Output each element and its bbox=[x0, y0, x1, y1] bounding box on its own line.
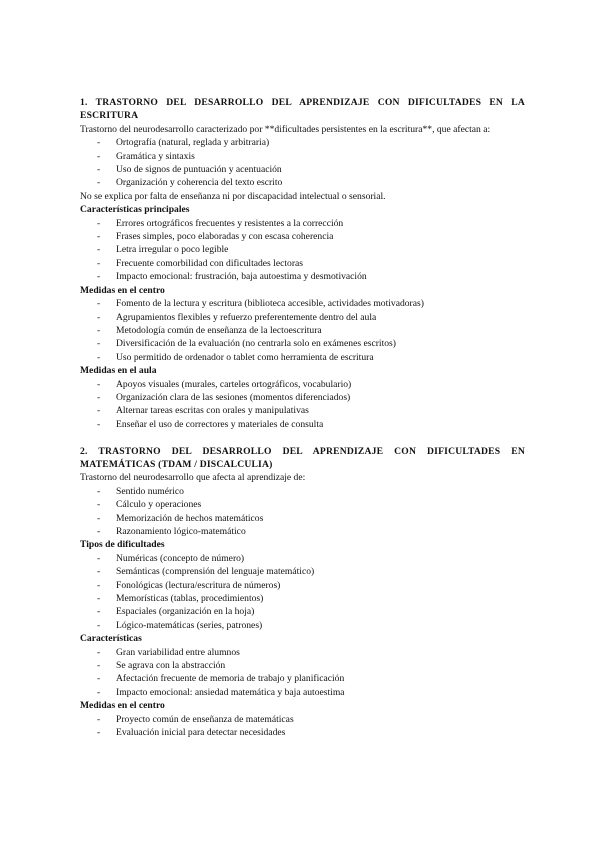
bullet-list bbox=[80, 713, 525, 740]
list-item-text: Metodología común de enseñanza de la lectoescritura bbox=[116, 324, 322, 336]
list-item-text: Fonológicas (lectura/escritura de números) bbox=[116, 579, 281, 591]
list-item-text: Proyecto común de enseñanza de matemáticas bbox=[116, 713, 294, 725]
list-item-text: Razonamiento lógico-matemático bbox=[116, 525, 246, 537]
list-item bbox=[80, 646, 525, 659]
list-item-text: Afectación frecuente de memoria de trabajo y planificación bbox=[116, 673, 345, 685]
list-item bbox=[80, 243, 525, 256]
list-item bbox=[80, 351, 525, 364]
dash-bullet: - bbox=[97, 646, 101, 658]
dash-bullet: - bbox=[97, 298, 101, 310]
dash-bullet: - bbox=[97, 499, 101, 511]
dash-bullet: - bbox=[97, 177, 101, 189]
dash-bullet: - bbox=[97, 217, 101, 229]
dash-bullet: - bbox=[97, 137, 101, 149]
list-item-text: Memorización de hechos matemáticos bbox=[116, 512, 264, 524]
list-item bbox=[80, 270, 525, 283]
list-item bbox=[80, 525, 525, 538]
list-item-text: Apoyos visuales (murales, carteles ortográficos, vocabulario) bbox=[116, 378, 352, 390]
list-item bbox=[80, 150, 525, 163]
dash-bullet: - bbox=[97, 164, 101, 176]
bullet-list bbox=[80, 297, 525, 364]
list-item bbox=[80, 686, 525, 699]
list-item-text: Lógico-matemáticas (series, patrones) bbox=[116, 619, 263, 631]
list-item-text: Uso permitido de ordenador o tablet como herramienta de escritura bbox=[116, 351, 374, 363]
dash-bullet: - bbox=[97, 673, 101, 685]
dash-bullet: - bbox=[97, 231, 101, 243]
list-item-text: Agrupamientos flexibles y refuerzo preferentemente dentro del aula bbox=[116, 311, 377, 323]
list-item bbox=[80, 565, 525, 578]
list-item bbox=[80, 418, 525, 431]
dash-bullet: - bbox=[97, 311, 101, 323]
dash-bullet: - bbox=[97, 485, 101, 497]
dash-bullet: - bbox=[97, 378, 101, 390]
list-item bbox=[80, 257, 525, 270]
list-item bbox=[80, 324, 525, 337]
dash-bullet: - bbox=[97, 418, 101, 430]
list-item-text: Sentido numérico bbox=[116, 485, 184, 497]
list-item-text: Espaciales (organización en la hoja) bbox=[116, 606, 255, 618]
list-item-text: Alternar tareas escritas con orales y manipulativas bbox=[116, 405, 309, 417]
section-gap bbox=[80, 431, 525, 444]
list-item bbox=[80, 713, 525, 726]
list-item bbox=[80, 176, 525, 189]
list-item-text: Ortografía (natural, reglada y arbitraria) bbox=[116, 137, 270, 149]
bullet-list bbox=[80, 646, 525, 700]
list-item-text: Organización y coherencia del texto escrito bbox=[116, 177, 283, 189]
dash-bullet: - bbox=[97, 660, 101, 672]
section-heading-line: MATEMÁTICAS (TDAM / DISCALCULIA) bbox=[80, 458, 273, 470]
dash-bullet: - bbox=[97, 338, 101, 350]
section-heading bbox=[80, 445, 525, 472]
list-item bbox=[80, 592, 525, 605]
bullet-list bbox=[80, 136, 525, 190]
bullet-list bbox=[80, 378, 525, 432]
list-item bbox=[80, 136, 525, 149]
list-item-text: Gran variabilidad entre alumnos bbox=[116, 646, 240, 658]
dash-bullet: - bbox=[97, 525, 101, 537]
list-item bbox=[80, 659, 525, 672]
list-item-text: Semánticas (comprensión del lenguaje matemático) bbox=[116, 566, 315, 578]
dash-bullet: - bbox=[97, 512, 101, 524]
subsection-title: Características principales bbox=[80, 204, 190, 216]
list-item-text: Errores ortográficos frecuentes y resistentes a la corrección bbox=[116, 217, 344, 229]
list-item-text: Frecuente comorbilidad con dificultades lectoras bbox=[116, 257, 304, 269]
dash-bullet: - bbox=[97, 593, 101, 605]
dash-bullet: - bbox=[97, 405, 101, 417]
dash-bullet: - bbox=[97, 271, 101, 283]
section-intro: Trastorno del neurodesarrollo que afecta al aprendizaje de: bbox=[80, 472, 306, 484]
list-item-text: Se agrava con la abstracción bbox=[116, 660, 226, 672]
list-item bbox=[80, 404, 525, 417]
dash-bullet: - bbox=[97, 713, 101, 725]
dash-bullet: - bbox=[97, 552, 101, 564]
dash-bullet: - bbox=[97, 579, 101, 591]
subsection-title: Características bbox=[80, 633, 142, 645]
subsection-title: Tipos de dificultades bbox=[80, 539, 165, 551]
bullet-list bbox=[80, 485, 525, 539]
list-item-text: Evaluación inicial para detectar necesidades bbox=[116, 727, 286, 739]
list-item bbox=[80, 378, 525, 391]
list-item-text: Letra irregular o poco legible bbox=[116, 244, 229, 256]
dash-bullet: - bbox=[97, 324, 101, 336]
list-item-text: Uso de signos de puntuación y acentuación bbox=[116, 164, 282, 176]
dash-bullet: - bbox=[97, 391, 101, 403]
dash-bullet: - bbox=[97, 244, 101, 256]
section-heading-line: 2. TRASTORNO DEL DESARROLLO DEL APRENDIZAJE CON DIFICULTADES EN bbox=[80, 445, 525, 457]
dash-bullet: - bbox=[97, 150, 101, 162]
section-heading-line: ESCRITURA bbox=[80, 110, 139, 122]
dash-bullet: - bbox=[97, 686, 101, 698]
list-item bbox=[80, 217, 525, 230]
list-item-text: Frases simples, poco elaboradas y con escasa coherencia bbox=[116, 231, 334, 243]
list-item bbox=[80, 163, 525, 176]
subsection-title: Medidas en el centro bbox=[80, 700, 165, 712]
list-item-text: Cálculo y operaciones bbox=[116, 499, 202, 511]
list-item bbox=[80, 498, 525, 511]
list-item-text: Fomento de la lectura y escritura (biblioteca accesible, actividades motivadoras) bbox=[116, 298, 424, 310]
list-item-text: Diversificación de la evaluación (no centrarla solo en exámenes escritos) bbox=[116, 338, 396, 350]
dash-bullet: - bbox=[97, 257, 101, 269]
list-item-text: Impacto emocional: ansiedad matemática y baja autoestima bbox=[116, 686, 345, 698]
bullet-list bbox=[80, 217, 525, 284]
list-item bbox=[80, 337, 525, 350]
list-item bbox=[80, 311, 525, 324]
dash-bullet: - bbox=[97, 619, 101, 631]
subsection-title: Medidas en el aula bbox=[80, 365, 157, 377]
section-intro: Trastorno del neurodesarrollo caracterizado por **dificultades persistentes en la escritura**, que afectan a: bbox=[80, 123, 491, 135]
document-page bbox=[80, 96, 525, 739]
dash-bullet: - bbox=[97, 566, 101, 578]
dash-bullet: - bbox=[97, 351, 101, 363]
section-note: No se explica por falta de enseñanza ni por discapacidad intelectual o sensorial. bbox=[80, 190, 386, 202]
list-item bbox=[80, 512, 525, 525]
list-item bbox=[80, 619, 525, 632]
list-item bbox=[80, 726, 525, 739]
list-item bbox=[80, 552, 525, 565]
list-item bbox=[80, 605, 525, 618]
list-item-text: Enseñar el uso de correctores y materiales de consulta bbox=[116, 418, 324, 430]
list-item-text: Memorísticas (tablas, procedimientos) bbox=[116, 593, 264, 605]
list-item bbox=[80, 672, 525, 685]
bullet-list bbox=[80, 552, 525, 632]
list-item bbox=[80, 297, 525, 310]
dash-bullet: - bbox=[97, 727, 101, 739]
section-heading-line: 1. TRASTORNO DEL DESARROLLO DEL APRENDIZAJE CON DIFICULTADES EN LA bbox=[80, 97, 525, 108]
list-item-text: Gramática y sintaxis bbox=[116, 150, 195, 162]
list-item bbox=[80, 391, 525, 404]
list-item bbox=[80, 579, 525, 592]
section-heading bbox=[80, 96, 525, 123]
dash-bullet: - bbox=[97, 606, 101, 618]
list-item bbox=[80, 230, 525, 243]
subsection-title: Medidas en el centro bbox=[80, 284, 165, 296]
list-item bbox=[80, 485, 525, 498]
list-item-text: Numéricas (concepto de número) bbox=[116, 552, 245, 564]
list-item-text: Impacto emocional: frustración, baja autoestima y desmotivación bbox=[116, 271, 367, 283]
list-item-text: Organización clara de las sesiones (momentos diferenciados) bbox=[116, 391, 351, 403]
